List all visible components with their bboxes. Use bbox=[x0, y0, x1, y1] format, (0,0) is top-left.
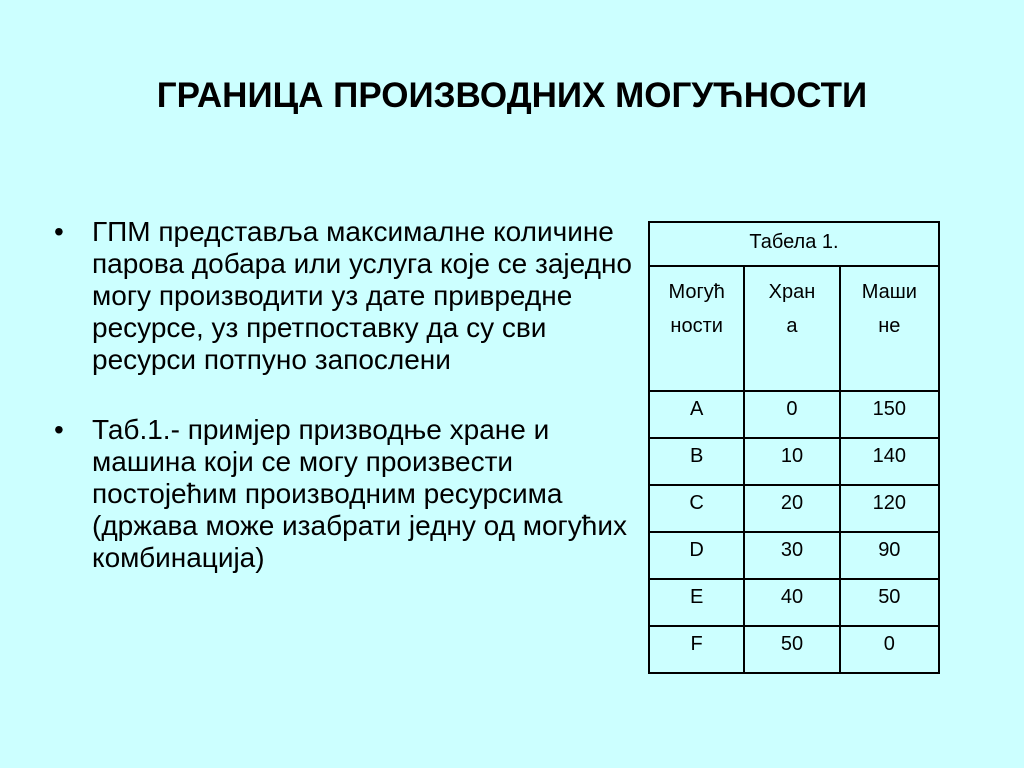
header-text: не bbox=[878, 315, 901, 337]
bullet-text: Таб.1.- примјер призводње хране и машина који се могу произвести постојећим производним ресурсима (држава може изабрати једну од могућих комбинација) bbox=[92, 414, 627, 573]
table-caption: Табела 1. bbox=[649, 222, 939, 266]
table-cell: 140 bbox=[840, 438, 939, 485]
header-text: Маши bbox=[861, 281, 917, 303]
table-cell: 90 bbox=[840, 532, 939, 579]
table-cell: D bbox=[649, 532, 744, 579]
table-cell: 0 bbox=[840, 626, 939, 673]
table-cell: 20 bbox=[744, 485, 839, 532]
table-row bbox=[649, 485, 939, 532]
header-text: ности bbox=[670, 315, 723, 337]
header-text: а bbox=[786, 315, 798, 337]
table-cell: B bbox=[649, 438, 744, 485]
bullet-dot-icon: • bbox=[54, 216, 64, 247]
table-row bbox=[649, 532, 939, 579]
table-cell: 0 bbox=[744, 391, 839, 438]
table-cell: E bbox=[649, 579, 744, 626]
production-table bbox=[648, 221, 940, 674]
table-row bbox=[649, 579, 939, 626]
table-caption-row bbox=[649, 222, 939, 266]
table-cell: 50 bbox=[840, 579, 939, 626]
header-food bbox=[744, 266, 839, 391]
header-possibilities bbox=[649, 266, 744, 391]
table-cell: 120 bbox=[840, 485, 939, 532]
table-cell: 30 bbox=[744, 532, 839, 579]
table-cell: 150 bbox=[840, 391, 939, 438]
table-row bbox=[649, 438, 939, 485]
bullet-text: ГПМ представља максималне количине парова добара или услуга које се заједно могу производити уз дате привредне ресурсе, уз претпоставку да су сви ресурси потпуно запослени bbox=[92, 216, 632, 375]
table-cell: 10 bbox=[744, 438, 839, 485]
table-cell: F bbox=[649, 626, 744, 673]
bullet-item bbox=[52, 414, 632, 574]
table-cell: 50 bbox=[744, 626, 839, 673]
header-text: Могућ bbox=[668, 281, 725, 303]
header-text: Хран bbox=[768, 281, 816, 303]
table-header-row bbox=[649, 266, 939, 391]
table-cell: A bbox=[649, 391, 744, 438]
header-machines bbox=[840, 266, 939, 391]
table-row bbox=[649, 391, 939, 438]
slide-title: ГРАНИЦА ПРОИЗВОДНИХ МОГУЋНОСТИ bbox=[156, 76, 868, 115]
table-row bbox=[649, 626, 939, 673]
table-cell: 40 bbox=[744, 579, 839, 626]
bullet-dot-icon: • bbox=[54, 414, 64, 445]
bullet-list bbox=[52, 216, 632, 612]
table-cell: C bbox=[649, 485, 744, 532]
bullet-item bbox=[52, 216, 632, 376]
